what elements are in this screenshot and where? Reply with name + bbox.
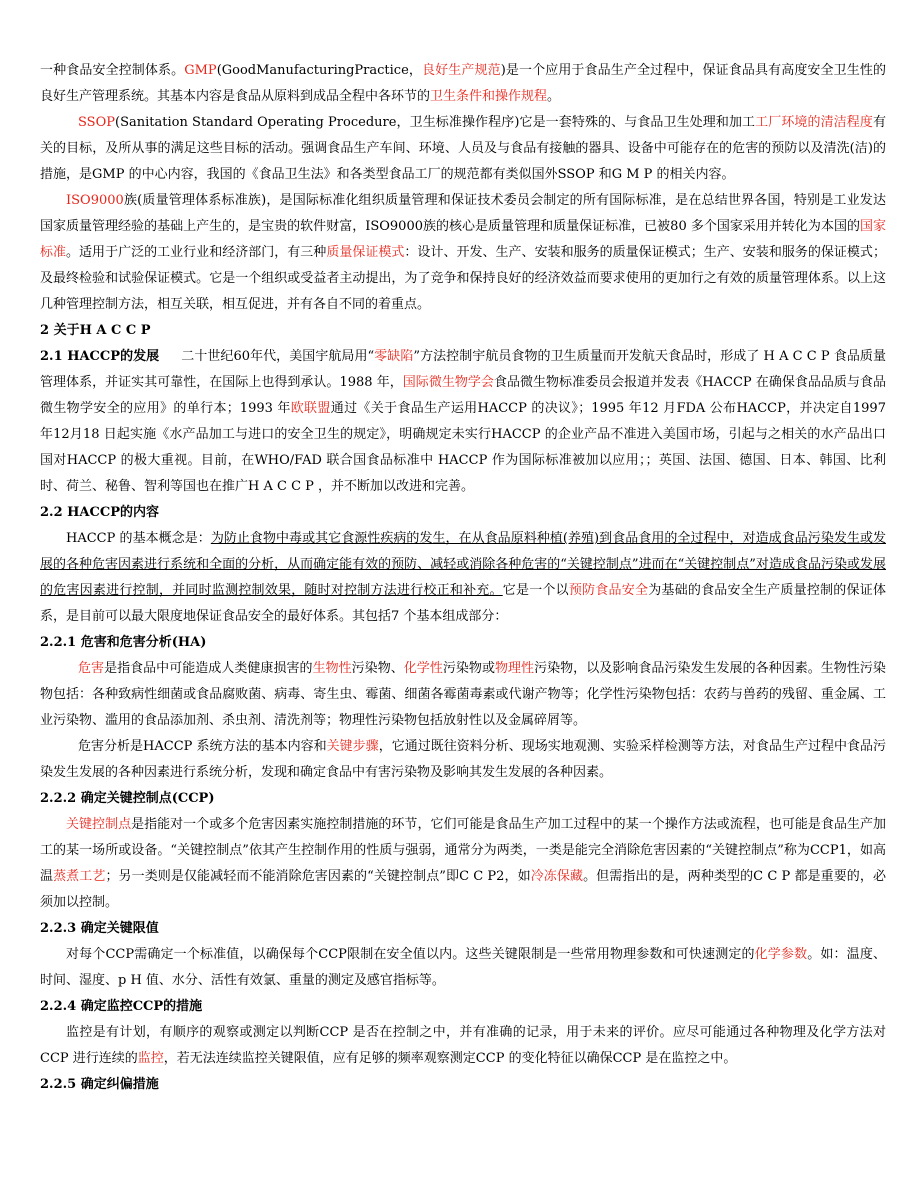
term-zero-defect: 零缺陷 (374, 349, 414, 364)
paragraph-iso9000: ISO9000族(质量管理体系标准族)，是国际标准化组织质量管理和保证技术委员会制定的所有国际标准，是在总结世界各国，特别是工业发达国家质量管理经验的基础上产生的，是宝贵的软件财富，ISO9000族的核心是质量管理和质量保证标准，已被80 多个国家采用并转化为本国的国家标准。适用于广泛的工业行业和经济部门，有三种质量保证模式：设计、开发、生产、安装和服务的质量保证模式；生产、安装和服务的保证模式；及最终检验和试验保证模式。它是一个组织或受益者主动提出，为了竞争和保持良好的经济效益而要求使用的更加行之有效的质量管理体系。以上这几种管理控制方法，相互关联，相互促进，并有各自不同的着重点。 (40, 193, 886, 312)
heading-2-2-4: 2.2.4 确定监控CCP的措施 (40, 999, 203, 1014)
heading-2-2-1: 2.2.1 危害和危害分析(HA) (40, 635, 207, 650)
term-chemical-params: 化学参数 (754, 947, 808, 962)
term-key-step: 关键步骤 (326, 739, 379, 754)
term-ccp: 关键控制点 (66, 817, 132, 832)
heading-2-2-2: 2.2.2 确定关键控制点(CCP) (40, 791, 215, 806)
heading-2-2: 2.2 HACCP的内容 (40, 505, 159, 520)
paragraph-haccp-development: 2.1 HACCP的发展 二十世纪60年代，美国宇航局用“零缺陷”方法控制宇航员食物的卫生质量而开发航天食品时，形成了 H A C C P 食品质量管理体系，并证实其可靠性，在国际上也得到承认。1988 年，国际微生物学会食品微生物标准委员会报道并发表《HACCP 在确保食品品质与食品微生物学安全的应用》的单行本；1993 年欧联盟通过《关于食品生产运用HACCP 的决议》；1995 年12 月FDA 公布HACCP，并决定自1997 年12月18 日起实施《水产品加工与进口的安全卫生的规定》，明确规定未实行HACCP 的企业产品不准进入美国市场，引起与之相关的水产品出口国对HACCP 的极大重视。目前，在WHO/FAD 联合国食品标准中 HACCP 作为国际标准被加以应用；；英国、法国、德国、日本、韩国、比利时、荷兰、秘鲁、智利等国也在推广H A C C P ，并不断加以改进和完善。 (40, 349, 886, 494)
term-prevent-food-safety: 预防食品安全 (568, 583, 649, 598)
term-frozen-storage: 冷冻保藏 (530, 869, 584, 884)
term-national-standard: 国家标准 (40, 219, 886, 260)
heading-2: 2 关于H A C C P (40, 323, 151, 338)
paragraph-hazard: 危害是指食品中可能造成人类健康损害的生物性污染物、化学性污染物或物理性污染物，以及影响食品污染发生发展的各种因素。生物性污染物包括：各种致病性细菌或食品腐败菌、病毒、寄生虫、霉菌、细菌各霉菌毒素或代谢产物等；化学性污染物包括：农药与兽药的残留、重金属、工业污染物、滥用的食品添加剂、杀虫剂、清洗剂等；物理性污染物包括放射性以及金属碎屑等。 (40, 661, 886, 728)
document-page (40, 58, 886, 1098)
term-hazard: 危害 (78, 661, 105, 676)
term-chemical: 化学性 (403, 661, 443, 676)
heading-2-2-5: 2.2.5 确定纠偏措施 (40, 1077, 159, 1092)
term-qa-mode: 质量保证模式 (326, 245, 405, 260)
paragraph-monitoring: 监控是有计划，有顺序的观察或测定以判断CCP 是否在控制之中，并有准确的记录，用于未来的评价。应尽可能通过各种物理及化学方法对CCP 进行连续的监控，若无法连续监控关键限值，应有足够的频率观察测定CCP 的变化特征以确保CCP 是在监控之中。 (40, 1025, 886, 1066)
paragraph-gmp: 一种食品安全控制体系。GMP(GoodManufacturingPractice，良好生产规范)是一个应用于食品生产全过程中，保证食品具有高度安全卫生性的良好生产管理系统。其基本内容是食品从原料到成品全程中各环节的卫生条件和操作规程。 (40, 63, 886, 104)
paragraph-critical-limits: 对每个CCP需确定一个标准值，以确保每个CCP限制在安全值以内。这些关键限制是一些常用物理参数和可快速测定的化学参数。如：温度、时间、湿度、p H 值、水分、活性有效氯、重量的测定及感官指标等。 (40, 947, 886, 988)
paragraph-ssop: SSOP(Sanitation Standard Operating Procedure，卫生标准操作程序)它是一套特殊的、与食品卫生处理和加工工厂环境的清洁程度有关的目标，及所从事的满足这些目标的活动。强调食品生产车间、环境、人员及与食品有接触的器具、设备中可能存在的危害的预防以及清洗(洁)的措施，是GMP 的中心内容，我国的《食品卫生法》和各类型食品工厂的规范都有类似国外SSOP 和G M P 的相关内容。 (40, 115, 886, 182)
paragraph-hazard-analysis: 危害分析是HACCP 系统方法的基本内容和关键步骤，它通过既往资料分析、现场实地观测、实验采样检测等方法，对食品生产过程中食品污染发生发展的各种因素进行系统分析，发现和确定食品中有害污染物及影响其发生发展的各种因素。 (40, 739, 886, 780)
term-biological: 生物性 (312, 661, 352, 676)
term-monitoring: 监控 (137, 1051, 164, 1066)
term-physical: 物理性 (495, 661, 535, 676)
term-icmsf: 国际微生物学会 (402, 375, 494, 390)
paragraph-ccp: 关键控制点是指能对一个或多个危害因素实施控制措施的环节，它们可能是食品生产加工过程中的某一个操作方法或流程，也可能是食品生产加工的某一场所或设备。“关键控制点”依其产生控制作用的性质与强弱，通常分为两类，一类是能完全消除危害因素的“关键控制点”称为CCP1，如高温蒸煮工艺；另一类则是仅能减轻而不能消除危害因素的“关键控制点”即C C P2，如冷冻保藏。但需指出的是，两种类型的C C P 都是重要的，必须加以控制。 (40, 817, 886, 910)
underlined-definition: 为防止食物中毒或其它食源性疾病的发生，在从食品原料种植(养殖)到食品食用的全过程中，对造成食品污染发生或发展的各种危害因素进行系统和全面的分析，从而确定能有效的预防、减轻或消除各种危害的“关键控制点”进而在“关键控制点”对造成食品污染或发展的危害因素进行控制，并同时监测控制效果，随时对控制方法进行校正和补充。 (40, 531, 886, 598)
term-iso9000: ISO9000 (66, 193, 124, 208)
term-steaming: 蒸煮工艺 (53, 869, 106, 884)
term-gmp: GMP (184, 63, 217, 78)
term-eu: 欧联盟 (290, 401, 331, 416)
paragraph-haccp-content: HACCP 的基本概念是：为防止食物中毒或其它食源性疾病的发生，在从食品原料种植(养殖)到食品食用的全过程中，对造成食品污染发生或发展的各种危害因素进行系统和全面的分析，从而确定能有效的预防、减轻或消除各种危害的“关键控制点”进而在“关键控制点”对造成食品污染或发展的危害因素进行控制，并同时监测控制效果，随时对控制方法进行校正和补充。它是一个以预防食品安全为基础的食品安全生产质量控制的保证体系，是目前可以最大限度地保证食品安全的最好体系。其包括7 个基本组成部分： (40, 531, 886, 624)
term-factory-cleanliness: 工厂环境的清洁程度 (755, 115, 873, 130)
heading-2-1: 2.1 HACCP的发展 (40, 349, 160, 364)
term-good-manufacturing: 良好生产规范 (422, 63, 501, 78)
term-ssop: SSOP (78, 115, 115, 130)
term-hygiene-conditions: 卫生条件和操作规程 (430, 89, 548, 104)
heading-2-2-3: 2.2.3 确定关键限值 (40, 921, 159, 936)
